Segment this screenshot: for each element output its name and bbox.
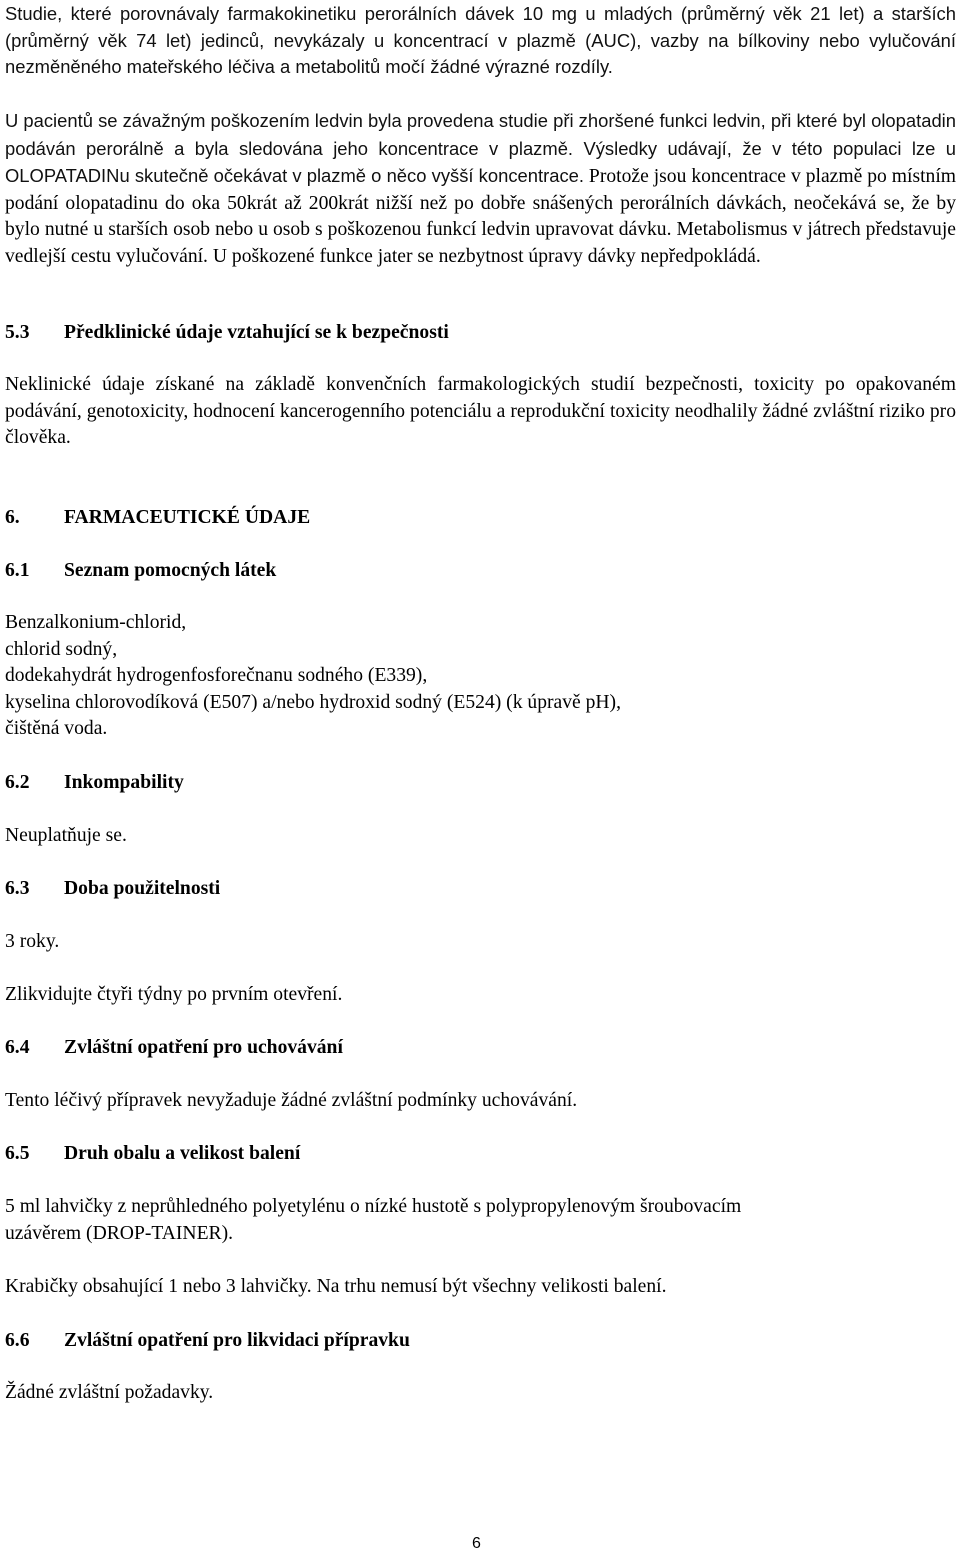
container-description	[5, 1194, 956, 1247]
section-6-4-heading	[5, 1035, 343, 1062]
section-6-6-heading	[5, 1328, 410, 1355]
section-6-heading	[5, 505, 310, 532]
pharmacokinetics-elderly-paragraph: Studie, které porovnávaly farmakokinetiku perorálních dávek 10 mg u mladých (průměrný věk 21 let) a starších (průměrný věk 74 let) jedinců, nevykázaly u koncentrací v plazmě (AUC), vazby na bílkoviny nebo vylučování nezměněného mateřského léčiva a metabolitů močí žádné výrazné rozdíly.	[5, 3, 956, 78]
section-title: Doba použitelnosti	[64, 878, 221, 899]
section-number: 5.3	[5, 322, 30, 343]
section-6-5-heading	[5, 1141, 300, 1168]
section-number: 6.5	[5, 1143, 30, 1164]
section-6-2-heading	[5, 770, 184, 797]
section-title: Předklinické údaje vztahující se k bezpečnosti	[64, 322, 449, 343]
disposal-text: Žádné zvláštní požadavky.	[5, 1382, 214, 1403]
section-5-3-heading	[5, 320, 449, 347]
section-title: Inkompability	[64, 772, 184, 793]
section-number: 6.3	[5, 878, 30, 899]
excipient-item: Benzalkonium-chlorid,	[5, 612, 187, 633]
section-6-3-heading	[5, 876, 220, 903]
section-6-1-heading	[5, 558, 276, 585]
discard-instruction-text: Zlikvidujte čtyři týdny po prvním otevření.	[5, 984, 343, 1005]
excipient-item: čištěná voda.	[5, 718, 108, 740]
renal-study-text: U pacientů se závažným poškozením ledvin byla provedena studie při zhoršené funkci ledvin, při které byl olopatadin podáván perorálně a byla sledována jeho koncentrace v plazmě. Výsledky udávají, že v této populaci lze u OLOPATADINu skutečně očekávat v plazmě o něco vyšší koncentrace.	[5, 110, 956, 187]
section-title: FARMACEUTICKÉ ÚDAJE	[64, 507, 311, 528]
excipient-item: dodekahydrát hydrogenfosforečnanu sodného (E339),	[5, 665, 428, 687]
section-number: 6.1	[5, 560, 30, 581]
shelf-life-text: 3 roky.	[5, 931, 60, 952]
section-title: Druh obalu a velikost balení	[64, 1143, 301, 1164]
storage-text: Tento léčivý přípravek nevyžaduje žádné zvláštní podmínky uchovávání.	[5, 1090, 578, 1111]
section-number: 6.	[5, 507, 20, 528]
section-title: Seznam pomocných látek	[64, 560, 277, 581]
excipient-item: chlorid sodný,	[5, 638, 118, 660]
renal-impairment-paragraph	[5, 108, 956, 271]
section-number: 6.2	[5, 772, 30, 793]
container-line: uzávěrem (DROP-TAINER).	[5, 1222, 234, 1244]
dose-adjustment-text: Protože jsou koncentrace v plazmě po místním podání olopatadinu do oka 50krát až 200krát nižší než po dobře snášených perorálních dávkách, neočekává se, že by bylo nutné u starších osob nebo u osob s poškozenou funkcí ledvin upravovat dávku. Metabolismus v játrech představuje vedlejší cestu vylučování. U poškozené funkce jater se nezbytnost úpravy dávky nepředpokládá.	[5, 166, 957, 267]
excipient-item: kyselina chlorovodíková (E507) a/nebo hydroxid sodný (E524) (k úpravě pH),	[5, 691, 621, 713]
preclinical-safety-paragraph: Neklinické údaje získané na základě konvenčních farmakologických studií bezpečnosti, toxicity po opakovaném podávání, genotoxicity, hodnocení kancerogenního potenciálu a reprodukční toxicity neodhalily žádné zvláštní riziko pro člověka.	[5, 374, 956, 449]
incompatibility-text: Neuplatňuje se.	[5, 825, 127, 846]
section-title: Zvláštní opatření pro likvidaci přípravku	[64, 1330, 410, 1351]
section-number: 6.6	[5, 1330, 30, 1351]
section-number: 6.4	[5, 1037, 30, 1058]
container-line: 5 ml lahvičky z neprůhledného polyetylénu o nízké hustotě s polypropylenovým šroubovacím	[5, 1196, 742, 1217]
excipients-list	[5, 610, 956, 743]
pack-size-text: Krabičky obsahující 1 nebo 3 lahvičky. Na trhu nemusí být všechny velikosti balení.	[5, 1276, 667, 1297]
page-number: 6	[472, 1535, 481, 1552]
section-title: Zvláštní opatření pro uchovávání	[64, 1037, 343, 1058]
